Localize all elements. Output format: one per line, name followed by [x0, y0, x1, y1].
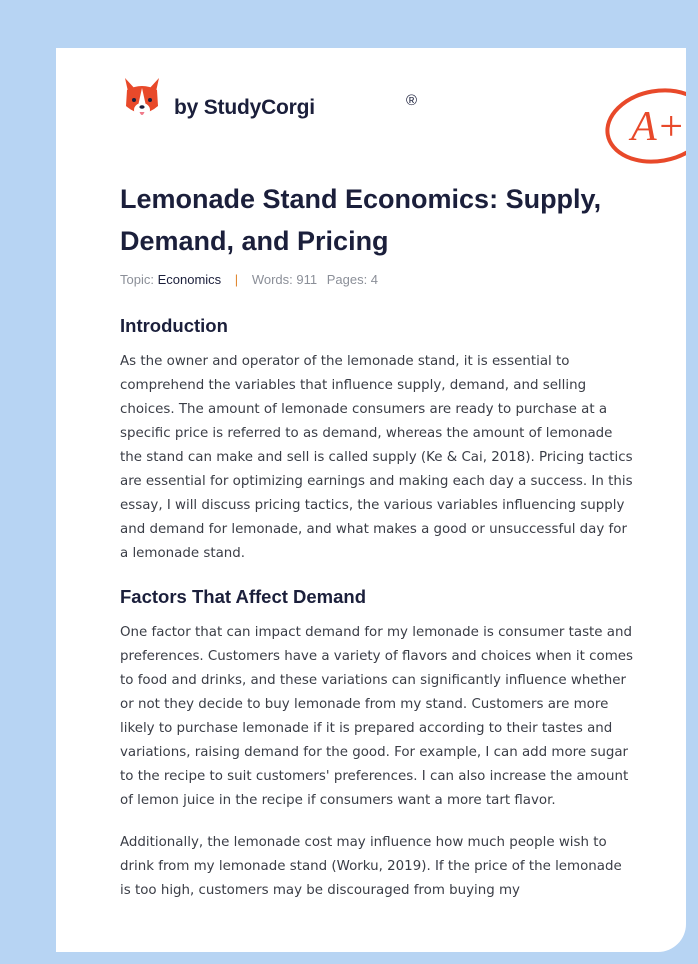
- page-count: Pages: 4: [326, 272, 379, 287]
- grade-badge-icon: [602, 86, 686, 170]
- grade-text: A+: [631, 104, 685, 150]
- meta-separator: |: [234, 272, 239, 287]
- brand-name[interactable]: by StudyCorgi: [174, 96, 315, 119]
- topic-label: Topic:: [120, 272, 154, 287]
- document-page: [56, 48, 686, 952]
- paragraph: Additionally, the lemonade cost may influence how much people wish to drink from my lemonade stand (Worku, 2019). If the price of the lemonade is too high, customers may be discouraged from buying my: [120, 835, 622, 898]
- paragraph: One factor that can impact demand for my lemonade is consumer taste and preferences. Customers have a variety of flavors and choices when it comes to food and drinks, and these variations can significantly influence whether or not they decide to buy lemonade from my stand. Customers are more likely to purchase lemonade if it is prepared according to their tastes and variations, raising demand for the good. For example, I can add more sugar to the recipe to suit customers' preferences. I can also increase the amount of lemon juice in the recipe if consumers want a more tart flavor.: [120, 625, 633, 808]
- site-header: [120, 76, 685, 150]
- paragraph: As the owner and operator of the lemonade stand, it is essential to comprehend the variables that influence supply, demand, and selling choices. The amount of lemonade consumers are ready to purchase at a specific price is referred to as demand, whereas the amount of lemonade the stand can make and sell is called supply (Ke & Cai, 2018). Pricing tactics are essential for optimizing earnings and making each day a success. In this essay, I will discuss pricing tactics, the various variables influencing supply and demand for lemonade, and what makes a good or unsuccessful day for a lemonade stand.: [120, 354, 633, 561]
- topic-link[interactable]: Economics: [157, 272, 222, 287]
- page-title: Lemonade Stand Economics: Supply, Demand, and Pricing: [120, 184, 602, 256]
- article: [120, 178, 634, 903]
- corgi-logo-icon[interactable]: [122, 76, 162, 122]
- article-meta: [120, 270, 634, 290]
- section-heading-factors-demand: Factors That Affect Demand: [120, 586, 367, 607]
- word-count: Words: 911: [251, 272, 318, 287]
- section-heading-introduction: Introduction: [120, 315, 228, 336]
- registered-mark: ®: [406, 92, 418, 109]
